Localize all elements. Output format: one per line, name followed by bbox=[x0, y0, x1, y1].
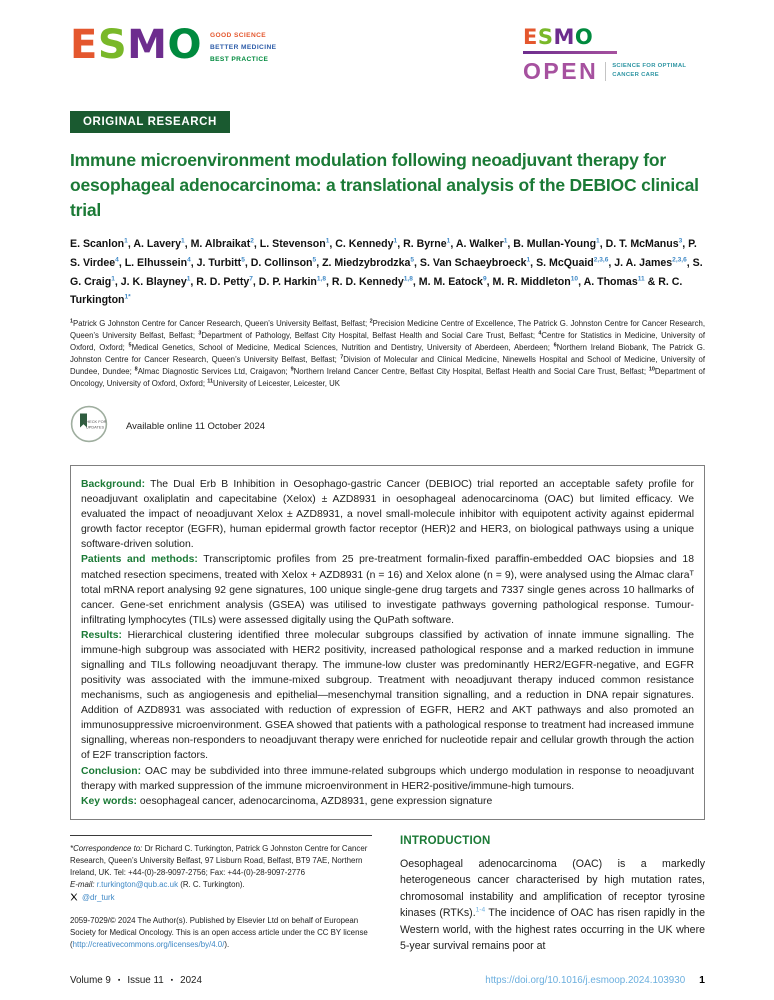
separator-square bbox=[164, 975, 180, 986]
affiliation-sup: 3 bbox=[198, 330, 202, 337]
author-affiliation-sup: 3 bbox=[678, 237, 683, 245]
esmo-logo-letters bbox=[70, 22, 202, 68]
abstract-section-label: Background: bbox=[81, 479, 146, 491]
cc-license-link[interactable]: http://creativecommons.org/licenses/by/4.0/ bbox=[72, 939, 225, 949]
x-twitter-icon bbox=[70, 893, 78, 905]
article-title: Immune microenvironment modulation following neoadjuvant therapy for oesophageal adenocarcinoma: a translational analysis of the DEBIOC clinical trial bbox=[70, 149, 699, 220]
correspondence-footnote bbox=[70, 835, 372, 951]
page-number: 1 bbox=[699, 974, 705, 986]
correspondence-text: Dr Richard C. Turkington, Patrick G Johnston Centre for Cancer Research, Queen’s University Belfast, 97 Lisburn Road, Belfast, BT9 7AE, Northern Ireland, UK. Tel: +44-(0)-28-9097-2756; Fax: +44-(0)-28-9097-2776 bbox=[70, 843, 368, 877]
abstract-section-label: Conclusion: bbox=[81, 765, 142, 777]
open-wordmark: OPEN bbox=[523, 57, 599, 84]
author: D. P. Harkin$^{1,8}$, bbox=[258, 275, 332, 288]
doi-link[interactable]: https://doi.org/10.1016/j.esmoop.2024.103930 bbox=[485, 975, 686, 986]
author-affiliation-sup: 1 bbox=[124, 237, 128, 245]
author: E. Scanlon$^1$, bbox=[70, 237, 134, 251]
open-gradient-bar bbox=[523, 51, 617, 54]
correspondence-label: *Correspondence to: bbox=[70, 843, 143, 853]
author-affiliation-sup: 11 bbox=[637, 275, 645, 282]
abstract-section: Patients and methods: Transcriptomic profiles from 25 pre-treatment formalin-fixed paraffin-embedded OAC biopsies and 18 matched resection specimens, treated with Xelox + AZD8931 (n = 16) and Xelox alone (n = 9), were analysed using the Almac claraᵀ total mRNA report analysing 92 gene signatures, 100 unique single-gene drug targets and 7337 single genes across 10 hallmarks of cancer. Gene-set enrichment analysis (GSEA) was utilised to investigate pathways governing pathological response. Tumour-infiltrating lymphocytes (TILs) were assessed digitally using the QuPath software. bbox=[81, 554, 694, 626]
author: M. R. Middleton$^{10}$, bbox=[492, 275, 584, 288]
email-suffix: (R. C. Turkington). bbox=[178, 880, 245, 890]
author-affiliation-sup: 10 bbox=[570, 275, 579, 282]
author-affiliation-sup: 9 bbox=[482, 275, 487, 282]
author: P. S. Virdee$^4$, bbox=[70, 238, 697, 269]
svg-text:UPDATES: UPDATES bbox=[85, 424, 105, 430]
email-link[interactable]: r.turkington@qub.ac.uk bbox=[96, 880, 179, 890]
author-list bbox=[70, 235, 705, 309]
esmo-letter: M bbox=[127, 22, 168, 68]
affiliation-sup: 9 bbox=[290, 366, 294, 373]
open-row bbox=[523, 58, 705, 85]
author-affiliation-sup: 1* bbox=[124, 293, 131, 301]
author: R. D. Petty$^7$, bbox=[196, 275, 259, 288]
author: S. G. Craig$^1$, bbox=[70, 257, 703, 288]
author-affiliation-sup: 7 bbox=[249, 275, 253, 282]
available-online-text: Available online 11 October 2024 bbox=[126, 421, 266, 433]
esmo-tagline: BEST PRACTICE bbox=[209, 55, 269, 63]
volume-issue-line bbox=[70, 975, 202, 986]
author-affiliation-sup: 5 bbox=[410, 256, 415, 264]
esmo-letter: M bbox=[553, 25, 575, 49]
introduction-heading: INTRODUCTION bbox=[400, 834, 491, 847]
abstract-section-label: Patients and methods: bbox=[81, 554, 198, 566]
author-affiliation-sup: 1 bbox=[325, 237, 330, 245]
citation-sup bbox=[476, 907, 486, 914]
author-affiliation-sup: 1,8 bbox=[316, 275, 327, 282]
author: B. Mullan-Young$^1$, bbox=[513, 237, 606, 251]
affiliation-sup: 8 bbox=[134, 366, 138, 373]
esmo-open-logo bbox=[523, 26, 705, 85]
esmo-letter: O bbox=[574, 25, 594, 49]
left-column bbox=[70, 835, 372, 955]
article-type-banner: ORIGINAL RESEARCH bbox=[70, 111, 230, 133]
abstract-section: Key words: oesophageal cancer, adenocarcinoma, AZD8931, gene expression signature bbox=[81, 795, 493, 807]
author: J. A. James$^{2,3,6}$, bbox=[614, 256, 693, 269]
author-affiliation-sup: 1 bbox=[446, 237, 451, 245]
abstract-section-label: Results: bbox=[81, 629, 122, 641]
esmo-tagline: BETTER MEDICINE bbox=[209, 43, 277, 51]
right-column bbox=[400, 835, 705, 955]
author-affiliation-sup: 4 bbox=[115, 256, 119, 264]
email-paragraph bbox=[70, 879, 372, 891]
author: L. Stevenson$^1$, bbox=[259, 237, 336, 251]
esmo-logo bbox=[70, 22, 277, 68]
author-affiliation-sup: 1 bbox=[186, 275, 191, 282]
author: M. M. Eatock$^9$, bbox=[418, 275, 493, 288]
author: L. Elhussein$^4$, bbox=[124, 256, 197, 269]
correspondence-paragraph bbox=[70, 843, 372, 879]
author: R. Byrne$^1$, bbox=[403, 237, 456, 251]
esmo-letter: S bbox=[97, 22, 128, 68]
author-affiliation-sup: 5 bbox=[241, 256, 245, 264]
abstract-section: Results: Hierarchical clustering identified three molecular subgroups classified by activation of innate immune signalling. The immune-high subgroup was associated with HER2 positivity, increased pathological response and a marked reduction in immune signalling and TILs following neoadjuvant therapy. The immune-low cluster was predominantly HER2/EGFR-negative, and EGFR positivity was associated with the immune-mixed subgroup. Treatment with neoadjuvant therapy induced common resistance mechanisms, such as angiogenesis and epithelial—mesenchymal transition signalling, and a reduction in DNA repair signatures. Addition of AZD8931 was associated with reduction of expression of EGFR, HER2 and AKT pathways and also promoted an immunosuppressive microenvironment. GSEA showed that patients with a pathological response to treatment had increased immune signalling, whereas non-responders to neoadjuvant therapy were enriched for nucleotide repair and cellular growth through the action of E2F transcription factors. bbox=[81, 629, 694, 762]
abstract-section: Conclusion: OAC may be subdivided into three immune-related subgroups which undergo modulation in response to neoadjuvant therapy with marked suppression of the immune microenvironment in HER2-positive/immune-high tumours. bbox=[81, 765, 694, 792]
author: S. McQuaid$^{2,3,6}$, bbox=[536, 256, 615, 269]
affiliation-sup: 6 bbox=[553, 342, 557, 349]
intro-text-after: The incidence of OAC has risen rapidly in the Western world, with the highest rates occurring in the UK where 5-year survival remains poor at bbox=[400, 907, 705, 953]
author: C. Kennedy$^1$, bbox=[335, 237, 404, 251]
author: D. T. McManus$^3$, bbox=[605, 237, 689, 251]
two-column-area bbox=[70, 835, 705, 955]
crossmark-icon bbox=[70, 405, 108, 443]
author-affiliation-sup: 1 bbox=[526, 256, 531, 264]
introduction-paragraph bbox=[400, 856, 705, 955]
affiliation-sup: 2 bbox=[369, 318, 373, 324]
twitter-handle-link[interactable]: @dr_turk bbox=[82, 893, 115, 903]
crossmark-badge[interactable] bbox=[70, 405, 108, 448]
footer-right bbox=[485, 974, 705, 986]
license-text-before: 2059-7029/© 2024 The Author(s). Published by Elsevier Ltd on behalf of European Society for Medical Oncology. This is an open access article under the CC BY license ( bbox=[70, 916, 368, 949]
author: A. Walker$^1$, bbox=[455, 237, 514, 251]
author-affiliation-sup: 1 bbox=[181, 237, 185, 245]
affiliation-sup: 4 bbox=[538, 330, 542, 337]
author-affiliation-sup: 4 bbox=[187, 256, 191, 264]
affiliation-sup: 5 bbox=[128, 342, 132, 349]
open-tagline-line1: SCIENCE FOR OPTIMAL bbox=[612, 63, 687, 69]
affiliations: $^1$Patrick G Johnston Centre for Cancer Research, Queen’s University Belfast, Belfast; $^2$Precision Medicine Centre of Excellence, The Patrick G. Johnston Centre for Cancer Research, Queen’s University Belfast, Belfast; $^3$Department of Pathology, Belfast City Hospital, Belfast Health and Social Care Trust, Belfast; $^4$Centre for Statistics in Medicine, University of Oxford, Oxford; $^5$Medical Genetics, School of Medicine, Medical Sciences, Nutrition and Dentistry, University of Aberdeen, Aberdeen; $^6$Northern Ireland Biobank, The Patrick G. Johnston Centre for Cancer Research, Queen’s University Belfast, Belfast; $^7$Division of Molecular and Clinical Medicine, Ninewells Hospital and School of Medicine, University of Dundee, Dundee; $^8$Almac Diagnostic Services Ltd, Craigavon; $^9$Northern Ireland Cancer Centre, Belfast City Hospital, Belfast Health and Social Care Trust, Belfast; $^{10}$Department of Oncology, University of Oxford, Oxford; $^{11}$University of Leicester, Leicester, UK bbox=[70, 318, 706, 388]
esmo-letter: S bbox=[537, 25, 554, 49]
twitter-paragraph bbox=[70, 892, 372, 905]
open-tagline-line2: CANCER CARE bbox=[612, 72, 660, 79]
author: S. Van Schaeybroeck$^1$, bbox=[419, 256, 537, 269]
intro-text-before: Oesophageal adenocarcinoma (OAC) is a markedly heterogeneous cancer characterised by high mutation rates, chromosomal instability and amplification of receptor tyrosine kinases (RTKs). bbox=[400, 857, 705, 920]
license-paragraph bbox=[70, 915, 372, 951]
issue-label: Issue 11 bbox=[127, 975, 164, 986]
author-affiliation-sup: 2,3,6 bbox=[593, 256, 609, 264]
citation-link[interactable]: 1-4 bbox=[475, 906, 486, 914]
page-footer bbox=[70, 974, 705, 986]
volume-label: Volume 9 bbox=[70, 975, 111, 986]
author-affiliation-sup: 2,3,6 bbox=[672, 256, 687, 264]
author: D. Collinson$^5$, bbox=[250, 256, 323, 269]
esmo-letter: E bbox=[523, 25, 538, 49]
author: J. K. Blayney$^1$, bbox=[120, 275, 197, 288]
esmo-tagline: GOOD SCIENCE bbox=[209, 32, 267, 39]
separator-square bbox=[111, 975, 127, 986]
author: R. C. Turkington$^{1*}$ bbox=[70, 275, 683, 307]
author-affiliation-sup: 2 bbox=[250, 237, 254, 245]
esmo-letter: E bbox=[70, 22, 98, 68]
esmo-taglines bbox=[210, 30, 276, 66]
email-label: E-mail: bbox=[70, 880, 97, 890]
author: A. Thomas$^{11}$ & bbox=[583, 275, 659, 288]
svg-text:CHECK FOR: CHECK FOR bbox=[83, 419, 107, 425]
abstract bbox=[70, 465, 705, 820]
author-affiliation-sup: 1 bbox=[393, 237, 398, 245]
author-affiliation-sup: 1 bbox=[503, 237, 508, 245]
author: Z. Miedzybrodzka$^5$, bbox=[322, 256, 420, 269]
abstract-section-label: Key words: bbox=[81, 795, 138, 807]
esmo-letter: O bbox=[167, 22, 202, 68]
author-affiliation-sup: 1 bbox=[111, 275, 115, 282]
author-affiliation-sup: 1 bbox=[596, 237, 600, 245]
license-text-after: ). bbox=[224, 939, 230, 949]
esmo-open-letters bbox=[523, 25, 705, 49]
abstract-section: Background: The Dual Erb B Inhibition in Oesophago-gastric Cancer (DEBIOC) trial reported an acceptable safety profile for neoadjuvant oxaliplatin and capecitabine (Xelox) ± AZD8931 in oesophageal adenocarcinoma (OAC) but limited efficacy. We evaluated the impact of neoadjuvant Xelox ± AZD8931, a novel small-molecule inhibitor with equipotent activity against epidermal growth factor receptor (EGFR), human epidermal growth factor receptor (HER)2 and HER3, on biological pathways using a unique software-driven solution. bbox=[81, 479, 694, 551]
affiliation-sup: 11 bbox=[207, 378, 213, 385]
affiliation-sup: 1 bbox=[70, 318, 74, 324]
year-label: 2024 bbox=[180, 975, 202, 986]
available-online-row bbox=[70, 405, 705, 448]
author: R. D. Kennedy$^{1,8}$, bbox=[331, 275, 419, 288]
author: J. Turbitt$^5$, bbox=[196, 256, 251, 269]
affiliation-sup: 7 bbox=[340, 354, 344, 361]
author: M. Albraikat$^2$, bbox=[190, 237, 260, 251]
open-tagline bbox=[605, 62, 686, 81]
author: A. Lavery$^1$, bbox=[133, 237, 191, 251]
affiliation-sup: 10 bbox=[648, 366, 655, 373]
author-affiliation-sup: 5 bbox=[312, 256, 317, 264]
author-affiliation-sup: 1,8 bbox=[403, 275, 413, 282]
masthead bbox=[70, 22, 705, 85]
